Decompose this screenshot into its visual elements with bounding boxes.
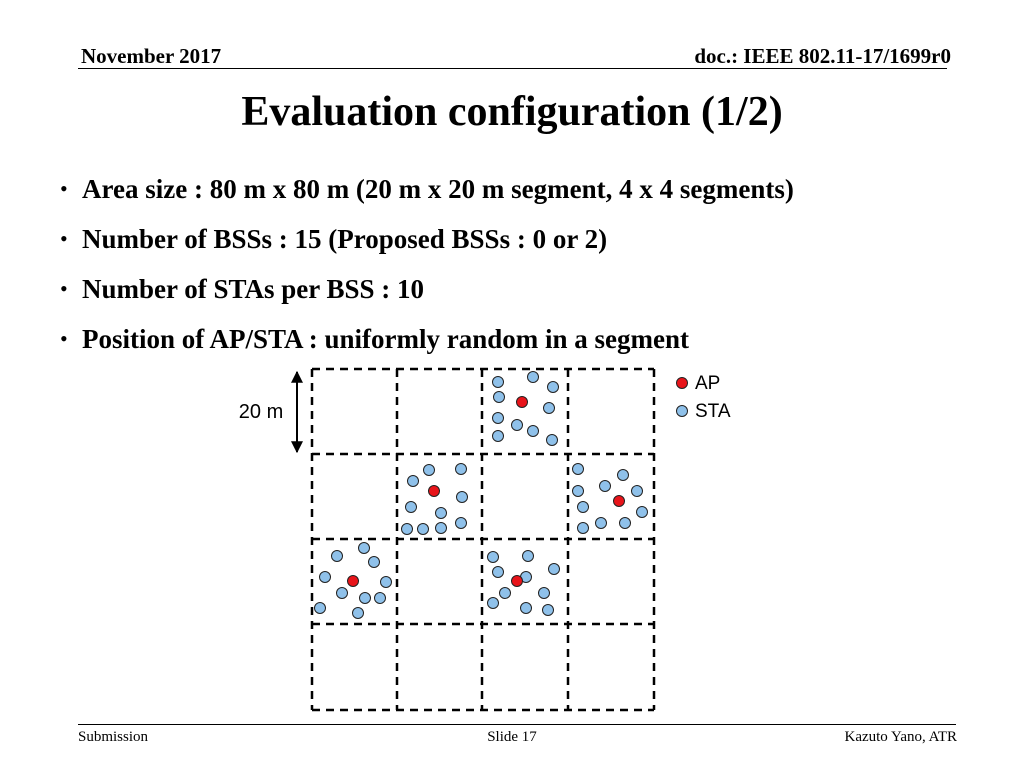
sta-node <box>521 603 532 614</box>
sta-node <box>618 470 629 481</box>
sta-node <box>523 551 534 562</box>
sta-node <box>573 464 584 475</box>
sta-node <box>547 435 558 446</box>
sta-node <box>528 372 539 383</box>
sta-node <box>360 593 371 604</box>
ap-node <box>348 576 359 587</box>
bullet-dot-icon: • <box>60 226 68 251</box>
sta-node <box>375 593 386 604</box>
sta-node <box>320 572 331 583</box>
sta-node <box>315 603 326 614</box>
sta-node <box>456 464 467 475</box>
sta-node <box>539 588 550 599</box>
sta-node <box>578 502 589 513</box>
footer-slide-number: Slide 17 <box>487 729 537 745</box>
sta-node <box>408 476 419 487</box>
sta-node <box>637 507 648 518</box>
sta-node <box>528 426 539 437</box>
sta-node <box>369 557 380 568</box>
bullet-dot-icon: • <box>60 176 68 201</box>
sta-node <box>457 492 468 503</box>
legend-sta-icon <box>677 406 688 417</box>
footer-divider <box>78 724 956 725</box>
footer-submission: Submission <box>78 729 149 745</box>
sta-node <box>337 588 348 599</box>
sta-node <box>488 598 499 609</box>
bullet-dot-icon: • <box>60 326 68 351</box>
ap-node <box>512 576 523 587</box>
sta-node <box>493 413 504 424</box>
sta-node <box>418 524 429 535</box>
ap-node <box>517 397 528 408</box>
legend-ap-icon <box>677 378 688 389</box>
sta-node <box>543 605 554 616</box>
bullet-text: Number of STAs per BSS : 10 <box>82 274 425 304</box>
bullet-dot-icon: • <box>60 276 68 301</box>
sta-node <box>424 465 435 476</box>
sta-node <box>353 608 364 619</box>
sta-node <box>549 564 560 575</box>
sta-node <box>500 588 511 599</box>
header-doc-id: doc.: IEEE 802.11-17/1699r0 <box>694 44 951 68</box>
footer-author: Kazuto Yano, ATR <box>844 729 957 745</box>
sta-node <box>544 403 555 414</box>
sta-node <box>332 551 343 562</box>
sta-node <box>632 486 643 497</box>
bullet-text: Number of BSSs : 15 (Proposed BSSs : 0 or 2) <box>82 224 608 254</box>
sta-node <box>578 523 589 534</box>
sta-node <box>402 524 413 535</box>
sta-node <box>456 518 467 529</box>
sta-node <box>406 502 417 513</box>
sta-node <box>573 486 584 497</box>
sta-node <box>359 543 370 554</box>
header-date: November 2017 <box>81 44 222 68</box>
sta-node <box>493 567 504 578</box>
ap-node <box>614 496 625 507</box>
bullet-text: Position of AP/STA : uniformly random in a segment <box>82 324 690 354</box>
sta-node <box>600 481 611 492</box>
ap-node <box>429 486 440 497</box>
legend-sta-label: STA <box>695 401 731 422</box>
legend-ap-label: AP <box>695 373 721 394</box>
sta-node <box>548 382 559 393</box>
sta-node <box>436 523 447 534</box>
sta-node <box>381 577 392 588</box>
bullet-text: Area size : 80 m x 80 m (20 m x 20 m segment, 4 x 4 segments) <box>82 174 794 204</box>
sta-node <box>512 420 523 431</box>
sta-node <box>488 552 499 563</box>
sta-node <box>620 518 631 529</box>
sta-node <box>494 392 505 403</box>
grid-lines <box>312 369 654 710</box>
sta-node <box>493 431 504 442</box>
slide-title: Evaluation configuration (1/2) <box>241 89 783 135</box>
sta-node <box>596 518 607 529</box>
sta-node <box>436 508 447 519</box>
scale-label: 20 m <box>238 401 284 423</box>
sta-node <box>493 377 504 388</box>
